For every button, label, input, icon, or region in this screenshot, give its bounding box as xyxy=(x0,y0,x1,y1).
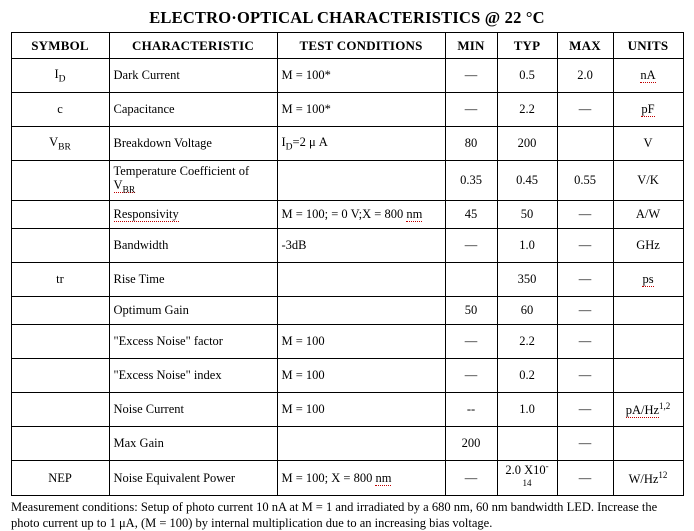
cell-symbol xyxy=(11,297,109,325)
cell-characteristic: Max Gain xyxy=(109,427,277,461)
table-row xyxy=(11,263,683,297)
cell-test-conditions xyxy=(277,427,445,461)
cell-characteristic: Temperature Coefficient of $V_{BR}$ xyxy=(109,161,277,201)
cell-test-conditions: M = 100 xyxy=(277,325,445,359)
table-row xyxy=(11,359,683,393)
cell-min: — xyxy=(445,229,497,263)
cell-test-conditions: M = 100; = 0 V;X = 800 nm xyxy=(277,201,445,229)
cell-symbol xyxy=(11,359,109,393)
cell-characteristic: Noise Equivalent Power xyxy=(109,461,277,496)
cell-test-conditions: -3dB xyxy=(277,229,445,263)
cell-units: ps xyxy=(613,263,683,297)
cell-units xyxy=(613,297,683,325)
cell-max: — xyxy=(557,93,613,127)
cell-units xyxy=(613,325,683,359)
page-title: ELECTRO·OPTICAL CHARACTERISTICS @ 22 °C xyxy=(149,8,545,27)
cell-characteristic: "Excess Noise" index xyxy=(109,359,277,393)
cell-test-conditions: M = 100; X = 800 nm xyxy=(277,461,445,496)
cell-min: -- xyxy=(445,393,497,427)
cell-characteristic: Breakdown Voltage xyxy=(109,127,277,161)
cell-typ: 50 xyxy=(497,201,557,229)
cell-min: — xyxy=(445,93,497,127)
cell-test-conditions: M = 100* xyxy=(277,59,445,93)
column-header-units: UNITS xyxy=(613,33,683,59)
cell-min xyxy=(445,263,497,297)
cell-units: A/W xyxy=(613,201,683,229)
table-row xyxy=(11,393,683,427)
cell-units xyxy=(613,427,683,461)
electro-optical-characteristics-table xyxy=(11,32,684,496)
cell-symbol: c xyxy=(11,93,109,127)
cell-max: — xyxy=(557,297,613,325)
cell-min: 0.35 xyxy=(445,161,497,201)
cell-typ: 0.45 xyxy=(497,161,557,201)
cell-max: — xyxy=(557,393,613,427)
cell-test-conditions: M = 100 xyxy=(277,393,445,427)
cell-characteristic: Optimum Gain xyxy=(109,297,277,325)
table-row xyxy=(11,161,683,201)
column-header-test-conditions: TEST CONDITIONS xyxy=(277,33,445,59)
cell-max xyxy=(557,127,613,161)
cell-units xyxy=(613,359,683,393)
cell-units: GHz xyxy=(613,229,683,263)
table-row xyxy=(11,59,683,93)
cell-symbol xyxy=(11,201,109,229)
cell-test-conditions: M = 100* xyxy=(277,93,445,127)
cell-typ: 60 xyxy=(497,297,557,325)
table-header-row xyxy=(11,33,683,59)
cell-max: 0.55 xyxy=(557,161,613,201)
cell-test-conditions xyxy=(277,161,445,201)
cell-symbol: tr xyxy=(11,263,109,297)
cell-typ: 2.0 $X10^{-14}$ xyxy=(497,461,557,496)
cell-max: — xyxy=(557,263,613,297)
column-header-symbol: SYMBOL xyxy=(11,33,109,59)
cell-typ: 1.0 xyxy=(497,393,557,427)
cell-typ: 0.2 xyxy=(497,359,557,393)
column-header-typ: TYP xyxy=(497,33,557,59)
cell-typ: 200 xyxy=(497,127,557,161)
cell-test-conditions: $I_D=2$ μ A xyxy=(277,127,445,161)
cell-symbol xyxy=(11,161,109,201)
cell-units: V xyxy=(613,127,683,161)
note-line-1: Measurement conditions: Setup of photo current 10 nA at M = 1 and irradiated by a 680 nm, 60 nm bandwidth xyxy=(11,500,564,515)
column-header-max: MAX xyxy=(557,33,613,59)
cell-typ: 1.0 xyxy=(497,229,557,263)
cell-max: — xyxy=(557,325,613,359)
cell-min: 200 xyxy=(445,427,497,461)
cell-typ: 0.5 xyxy=(497,59,557,93)
cell-characteristic: Noise Current xyxy=(109,393,277,427)
cell-units: pF xyxy=(613,93,683,127)
column-header-min: MIN xyxy=(445,33,497,59)
cell-min: 45 xyxy=(445,201,497,229)
cell-characteristic: Capacitance xyxy=(109,93,277,127)
cell-min: — xyxy=(445,461,497,496)
cell-characteristic: Rise Time xyxy=(109,263,277,297)
cell-typ: 2.2 xyxy=(497,325,557,359)
cell-min: — xyxy=(445,325,497,359)
table-row xyxy=(11,127,683,161)
cell-test-conditions xyxy=(277,263,445,297)
column-header-characteristic: CHARACTERISTIC xyxy=(109,33,277,59)
cell-symbol xyxy=(11,393,109,427)
cell-max: — xyxy=(557,427,613,461)
table-row xyxy=(11,93,683,127)
cell-max: — xyxy=(557,359,613,393)
cell-characteristic: Dark Current xyxy=(109,59,277,93)
cell-typ: 350 xyxy=(497,263,557,297)
cell-units: pA/Hz$^{1,2}$ xyxy=(613,393,683,427)
cell-symbol: NEP xyxy=(11,461,109,496)
table-row xyxy=(11,297,683,325)
cell-min: 80 xyxy=(445,127,497,161)
cell-min: — xyxy=(445,359,497,393)
cell-min: — xyxy=(445,59,497,93)
cell-test-conditions xyxy=(277,297,445,325)
cell-max: — xyxy=(557,229,613,263)
cell-characteristic: Responsivity xyxy=(109,201,277,229)
cell-characteristic: Bandwidth xyxy=(109,229,277,263)
cell-symbol xyxy=(11,325,109,359)
table-row xyxy=(11,461,683,496)
measurement-conditions-note xyxy=(11,499,683,531)
table-row xyxy=(11,201,683,229)
cell-typ xyxy=(497,427,557,461)
table-row xyxy=(11,427,683,461)
cell-units: W/Hz$^{12}$ xyxy=(613,461,683,496)
cell-units: nA xyxy=(613,59,683,93)
cell-symbol: $V_{BR}$ xyxy=(11,127,109,161)
table-row xyxy=(11,325,683,359)
table-row xyxy=(11,229,683,263)
cell-symbol xyxy=(11,229,109,263)
cell-symbol: $I_D$ xyxy=(11,59,109,93)
note-line-2: LED. Increase the photo current up to 1 μA, (M = 100) by internal multiplication due to an increasing bias voltage. xyxy=(11,500,658,531)
cell-max: 2.0 xyxy=(557,59,613,93)
cell-units: V/K xyxy=(613,161,683,201)
cell-min: 50 xyxy=(445,297,497,325)
cell-typ: 2.2 xyxy=(497,93,557,127)
cell-max: — xyxy=(557,201,613,229)
cell-characteristic: "Excess Noise" factor xyxy=(109,325,277,359)
cell-symbol xyxy=(11,427,109,461)
cell-test-conditions: M = 100 xyxy=(277,359,445,393)
cell-max: — xyxy=(557,461,613,496)
